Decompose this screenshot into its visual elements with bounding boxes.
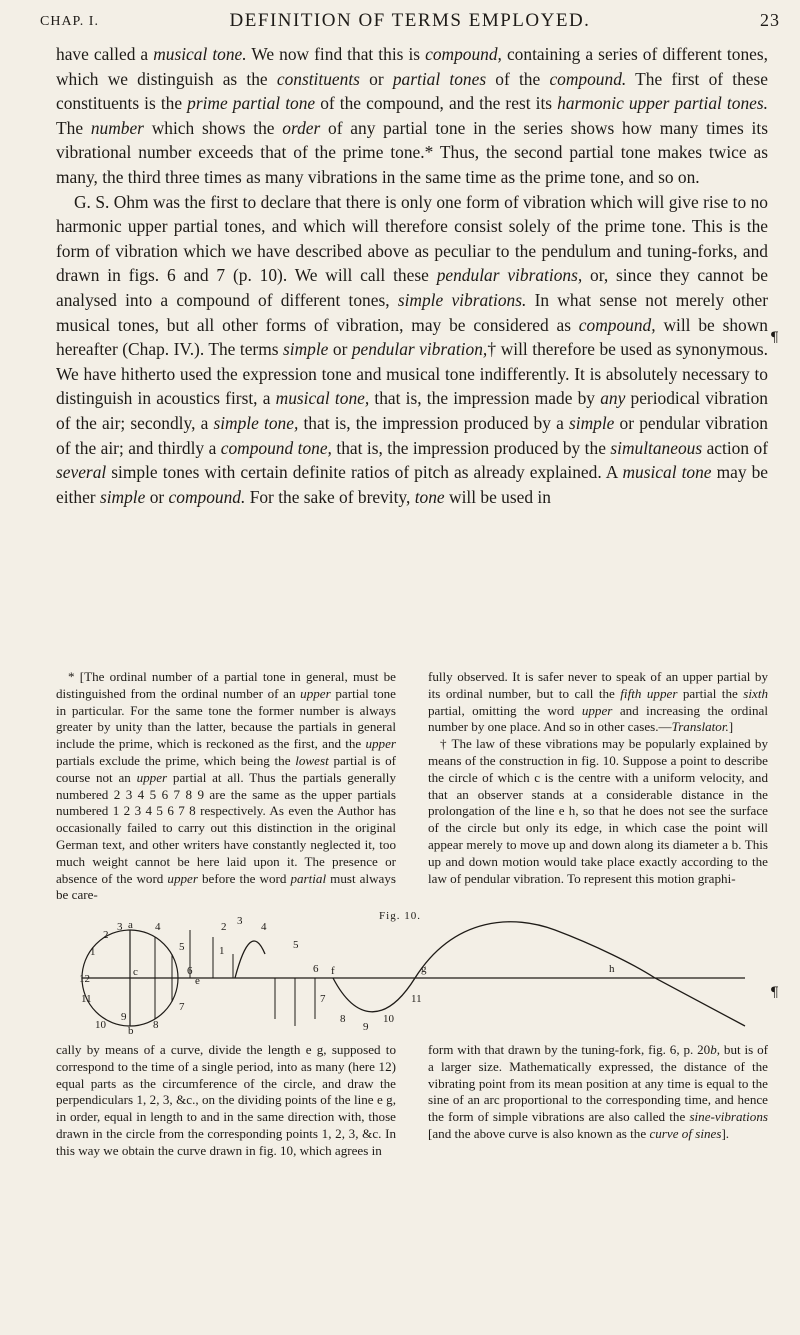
figure-margin-mark: ¶: [770, 985, 779, 1001]
label-a: a: [128, 919, 133, 931]
paragraph-1: have called a musical tone. We now find that this is compound, containing a series of different tones, which we distinguish as the constituents or partial tones of the compound. The first of these constituents is the prime partial tone of the compound, and the rest its harmonic upper partial tones. The number which shows the order of any partial tone in the series shows how many times its vibrational number exceeds that of the prime tone.* Thus, the second partial tone makes twice as many, the third three times as many vibrations in the same time as the prime tone, and so on.: [56, 44, 768, 187]
wave-label-6: 6: [313, 963, 319, 975]
sine-curve: [235, 922, 745, 1026]
bottom-right-paragraph: form with that drawn by the tuning-fork, fig. 6, p. 20b, but is of a larger size. Mathematically expressed, the distance of the vibrating point from its mean position at any time is equal to the sine of an arc proportional to the corresponding time, and hence the form of simple vibrations are also called the sine-vibrations [and the above curve is also known as the curve of sines].: [428, 1042, 768, 1141]
margin-paragraph-mark: ¶: [770, 330, 779, 346]
main-text: [56, 42, 768, 509]
wave-label-9: 9: [363, 1021, 369, 1033]
footnotes: [56, 669, 768, 905]
wave-label-3: 3: [237, 915, 243, 927]
label-6: 6: [187, 965, 193, 977]
label-2: 2: [103, 929, 109, 941]
circle-construction: [82, 930, 178, 1026]
figure-caption: Fig. 10.: [379, 910, 421, 922]
paragraph-2: G. S. Ohm was the first to declare that there is only one form of vibration which will give rise to no harmonic upper partial tones, and which will therefore consist solely of the prime tone. This is the form of vibration which we have described above as peculiar to the pendulum and tuning-forks, and drawn in figs. 6 and 7 (p. 10). We will call these pendular vibrations, or, since they cannot be analysed into a compound of different tones, simple vibrations. In what sense not merely other musical tones, but all other forms of vibration, may be considered as compound, will be shown hereafter (Chap. IV.). The terms simple or pendular vibration,† will therefore be used as synonymous. We have hitherto used the expression tone and musical tone indifferently. It is absolutely necessary to distinguish in acoustics first, a musical tone, that is, the impression made by any periodical vibration of the air; secondly, a simple tone, that is, the impression produced by a simple or pendular vibration of the air; and thirdly a compound tone, that is, the impression produced by the simultaneous action of several simple tones with certain definite ratios of pitch as already explained. A musical tone may be either simple or compound. For the sake of brevity, tone will be used in: [56, 191, 769, 507]
label-1: 1: [90, 946, 96, 958]
figure-labels: [79, 915, 615, 1037]
wave-label-5: 5: [293, 939, 299, 951]
wave-label-7: 7: [320, 993, 326, 1005]
page-number: 23: [760, 10, 780, 30]
footnote-star: * [The ordinal number of a partial tone in general, must be distinguished from the ordinal number of an upper partial tone in particular. For the same tone the former number is always greater by unity than the latter, because the partials in general include the prime, which is reckoned as the first, and the upper partials exclude the prime, which being the lowest partial is of course not an upper partial at all. Thus the partials generally numbered 2 3 4 5 6 7 8 9 are the same as the upper partials numbered 1 2 3 4 5 6 7 8 respectively. As even the Author has occasionally failed to carry out this distinction in the original German text, and other writers have constantly neglected it, too much weight cannot be here laid upon it. The presence or absence of the word upper before the word partial must always be care-: [56, 669, 396, 903]
bottom-left-paragraph: cally by means of a curve, divide the length e g, supposed to correspond to the time of a single period, into as many (here 12) equal parts as the circumference of the circle, and draw the perpendiculars 1, 2, 3, &c., on the dividing points of the line e g, in order, equal in length to and in the same direction with, those drawn in the circle from the corresponding points 1, 2, 3, &c. In this way we obtain the curve drawn in fig. 10, which agrees in: [56, 1042, 396, 1158]
footnote-star-cont: fully observed. It is safer never to speak of an upper partial by its ordinal number, but to call the fifth upper partial the sixth partial, omitting the word upper and increasing the ordinal number by one place. And so in other cases.—Translator.]: [428, 669, 769, 735]
wave-label-10: 10: [383, 1013, 394, 1025]
label-8: 8: [153, 1019, 159, 1031]
wave-label-2: 2: [221, 921, 227, 933]
wave-label-h: h: [609, 963, 615, 975]
footnote-right-column: [428, 669, 768, 887]
wave-label-1: 1: [219, 945, 225, 957]
label-5: 5: [179, 941, 185, 953]
label-4: 4: [155, 921, 161, 933]
label-10: 10: [95, 1019, 106, 1031]
label-c: c: [133, 966, 138, 978]
label-3: 3: [117, 921, 123, 933]
wave-label-11: 11: [411, 993, 422, 1005]
chapter-label: CHAP. I.: [40, 14, 99, 29]
bottom-right-column: [428, 1042, 768, 1143]
wave-label-8: 8: [340, 1013, 346, 1025]
bottom-left-column: [56, 1042, 396, 1160]
footnote-dagger: † The law of these vibrations may be popularly explained by means of the construction in fig. 10. Suppose a point to describe the circle of which c is the centre with a uniform velocity, and that an observer stands at a considerable distance in the prolongation of the line e h, so that he does not see the surface of the circle but only its edge, in which case the point will appear merely to move up and down along its diameter a b. This up and down motion would take place exactly according to the law of pendular vibration. To represent this motion graphi-: [428, 736, 768, 886]
wave-label-4: 4: [261, 921, 267, 933]
running-header: [40, 8, 780, 34]
wave-label-f: f: [331, 965, 335, 977]
footnote-left-column: [56, 669, 396, 904]
label-12: 12: [79, 973, 90, 985]
label-9: 9: [121, 1011, 127, 1023]
label-7: 7: [179, 1001, 185, 1013]
label-b: b: [128, 1025, 134, 1037]
wave-label-e: e: [195, 975, 200, 987]
wave-label-g: g: [421, 963, 427, 975]
label-11: 11: [81, 993, 92, 1005]
page-title: DEFINITION OF TERMS EMPLOYED.: [229, 10, 591, 31]
